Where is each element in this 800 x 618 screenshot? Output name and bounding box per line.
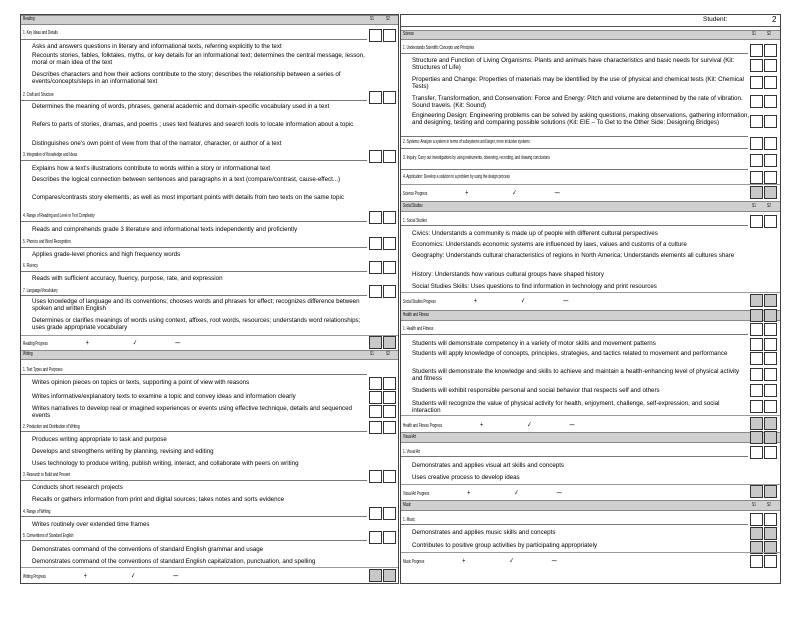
- science-sec2-s1-box[interactable]: [750, 137, 763, 150]
- science-std4-s2-box[interactable]: [764, 115, 777, 128]
- health-std1-s2-box[interactable]: [764, 338, 777, 351]
- check-marker: ✓: [509, 556, 514, 565]
- science-std: Properties and Change: Properties of materials may be identified by the use of physical and chemical tests (Kit: Chemical Tests): [412, 76, 744, 90]
- health-std: Students will demonstrate competency in a variety of motor skills and movement patterns: [412, 340, 656, 347]
- writing-progress-s1-box[interactable]: [369, 569, 382, 582]
- science-sec1-s2-box[interactable]: [764, 44, 777, 57]
- science-std2-s2-box[interactable]: [764, 76, 777, 89]
- check-marker: ✓: [527, 420, 532, 429]
- writing-sec3-title: 3. Research to Build and Present: [23, 472, 71, 478]
- social-sec-title: 1. Social Studies: [403, 218, 427, 224]
- writing-std: Demonstrates command of the conventions of standard English grammar and usage: [32, 546, 264, 553]
- science-s2-label: S2: [767, 31, 771, 37]
- visual-art-progress-label: Visual Art Progress: [403, 491, 430, 497]
- social-std: Geography: Understands cultural characteristics of regions in North America; Understands elements all cultures share: [412, 252, 735, 259]
- science-std: Engineering Design: Engineering problems can be solved by asking questions, making observations, gathering information, and designing, testing and comparing possible solutions (Kit: EIE – To Get to the Other Side: Designing Bridges): [412, 112, 750, 126]
- science-progress-s2-box[interactable]: [764, 186, 777, 199]
- reading-sec5-s2-box[interactable]: [383, 237, 396, 250]
- writing-title: Writing: [23, 351, 33, 357]
- check-marker: ✓: [512, 188, 517, 197]
- health-std3-s1-box[interactable]: [750, 368, 763, 381]
- writing-progress-label: Writing Progress: [23, 574, 46, 580]
- science-sec3-title: 3. Inquiry: Carry out investigations by using instruments, observing, recording, and drawing conclusions: [403, 155, 550, 161]
- writing-sec4-s2-box[interactable]: [383, 507, 396, 520]
- reading-std: Recounts stories, fables, folktales, myths, or key details for an informational text; determines the central message, lesson, moral or main idea of the text: [32, 52, 365, 66]
- reading-std: Asks and answers questions in literary and informational texts, referring explicitly to the text: [32, 43, 282, 50]
- writing-sec4-s1-box[interactable]: [369, 507, 382, 520]
- social-sec-s2-box[interactable]: [764, 215, 777, 228]
- writing-sec3-s1-box[interactable]: [369, 470, 382, 483]
- science-header-band: [401, 30, 780, 40]
- reading-sec6-s2-box[interactable]: [383, 261, 396, 274]
- reading-title: Reading: [23, 16, 35, 22]
- writing-std: Conducts short research projects: [32, 484, 123, 491]
- reading-sec1-s1-box[interactable]: [369, 29, 382, 42]
- reading-sec5-s1-box[interactable]: [369, 237, 382, 250]
- reading-sec1-s2-box[interactable]: [383, 29, 396, 42]
- plus-marker: +: [467, 488, 471, 497]
- science-std: Transfer, Transformation, and Conservation: Force and Energy: Pitch and volume are determined by the rate of vibration. Sound travels. (Kit: Sound): [412, 95, 743, 109]
- reading-std: Determines or clarifies meanings of words using context, affixes, root words, resources; understands word relationships; uses grade appropriate vocabulary: [32, 317, 361, 331]
- minus-marker: —: [554, 188, 560, 197]
- writing-std2-s1-box[interactable]: [369, 391, 382, 404]
- writing-sec5-s1-box[interactable]: [369, 531, 382, 544]
- science-sec3-s2-box[interactable]: [764, 154, 777, 167]
- music-s2-label: S2: [767, 502, 771, 508]
- social-std: Economics: Understands economic systems are influenced by laws, values and customs of a culture: [412, 241, 687, 248]
- social-progress-label: Social Studies Progress: [403, 299, 436, 305]
- minus-marker: —: [173, 571, 179, 580]
- reading-sec5-title: 5. Phonics and Word Recognition: [23, 239, 71, 245]
- writing-std2-s2-box[interactable]: [383, 391, 396, 404]
- health-progress-s2-box[interactable]: [764, 417, 777, 430]
- writing-std: Develops and strengthens writing by planning, revising and editing: [32, 448, 214, 455]
- writing-std1-s1-box[interactable]: [369, 377, 382, 390]
- plus-marker: +: [480, 420, 484, 429]
- reading-sec7-s1-box[interactable]: [369, 285, 382, 298]
- minus-marker: —: [551, 556, 557, 565]
- writing-progress-row: [23, 571, 178, 580]
- minus-marker: —: [563, 296, 569, 305]
- science-title: Science: [403, 31, 415, 37]
- plus-marker: +: [83, 571, 87, 580]
- writing-std: Uses technology to produce writing, publish writing, interact, and collaborate with peers on writing: [32, 460, 299, 467]
- reading-std: Distinguishes one's own point of view from that of the narrator, character, or author of a text: [32, 140, 282, 147]
- reading-std: Refers to parts of stories, dramas, and poems ; uses text features and search tools to locate information about a topic: [32, 121, 354, 128]
- health-sec-title: 1. Health and Fitness: [403, 326, 434, 332]
- music-sec-title: 1. Music: [403, 517, 415, 523]
- science-std4-s1-box[interactable]: [750, 115, 763, 128]
- visual-art-sec-s1-box[interactable]: [750, 446, 763, 459]
- writing-sec1-title: 1. Text Types and Purposes: [23, 367, 63, 373]
- plus-marker: +: [473, 296, 477, 305]
- music-std1-s2-box[interactable]: [764, 527, 777, 540]
- writing-std: Writes opinion pieces on topics or texts, supporting a point of view with reasons: [32, 379, 250, 386]
- writing-sec2-s1-box[interactable]: [369, 421, 382, 434]
- writing-sec3-s2-box[interactable]: [383, 470, 396, 483]
- social-s2-label: S2: [767, 203, 771, 209]
- science-std: Structure and Function of Living Organisms: Plants and animals have characteristics and basic needs for survival (Kit: Structures of Life): [412, 57, 735, 71]
- reading-std: Compares/contrasts story elements, as well as most important points with details from two texts on the same topic: [32, 194, 344, 201]
- social-progress-row: [403, 296, 568, 305]
- minus-marker: —: [556, 488, 562, 497]
- visual-art-progress-s2-box[interactable]: [764, 485, 777, 498]
- reading-sec6-s1-box[interactable]: [369, 261, 382, 274]
- visual-art-header-band: [401, 432, 780, 443]
- science-std1-s1-box[interactable]: [750, 59, 763, 72]
- social-s1-label: S1: [752, 203, 756, 209]
- student-label: Student:: [703, 16, 728, 23]
- health-title: Health and Fitness: [403, 312, 429, 318]
- science-sec1-s1-box[interactable]: [750, 44, 763, 57]
- visual-art-std: Uses creative process to develop ideas: [412, 474, 520, 481]
- health-std1-s1-box[interactable]: [750, 338, 763, 351]
- writing-sec5-title: 5. Conventions of Standard English: [23, 533, 74, 539]
- music-progress-label: Music Progress: [403, 559, 425, 565]
- health-std2-s2-box[interactable]: [764, 352, 777, 365]
- reading-std: Applies grade-level phonics and high frequency words: [32, 251, 181, 258]
- reading-std: Describes the logical connection between sentences and paragraphs in a text (compare/contrast, cause-effect...): [32, 176, 341, 183]
- writing-std: Demonstrates command of the conventions of standard English capitalization, punctuation, and spelling: [32, 558, 316, 565]
- science-std2-s1-box[interactable]: [750, 76, 763, 89]
- reading-sec4-s2-box[interactable]: [383, 211, 396, 224]
- reading-sec3-title: 3. Integration of Knowledge and Ideas: [23, 152, 78, 158]
- writing-sec5-s2-box[interactable]: [383, 531, 396, 544]
- science-sec2-title: 2. Systems: Analyze a system in terms of subsystems and larger, more inclusive systems: [403, 139, 530, 145]
- health-std5-s1-box[interactable]: [750, 400, 763, 413]
- health-header-s1-box: [750, 309, 763, 322]
- visual-art-title: Visual Art: [403, 434, 417, 440]
- visual-art-sec-title: 1. Visual Art: [403, 449, 421, 455]
- science-sec4-title: 4. Application: Develop a solution to a problem by using the design process: [403, 174, 510, 180]
- health-progress-s1-box[interactable]: [750, 417, 763, 430]
- reading-std: Reads and comprehends grade 3 literature and informational texts independently and proficiently: [32, 226, 298, 233]
- visual-art-progress-s1-box[interactable]: [750, 485, 763, 498]
- science-progress-s1-box[interactable]: [750, 186, 763, 199]
- music-std: Demonstrates and applies music skills and concepts: [412, 529, 556, 536]
- science-sec3-s1-box[interactable]: [750, 154, 763, 167]
- writing-std: Recalls or gathers information from print and digital sources; takes notes and sorts evidence: [32, 496, 285, 503]
- visual-art-header-s2-box: [764, 431, 777, 444]
- music-sec-s2-box[interactable]: [764, 513, 777, 526]
- reading-sec3-s2-box[interactable]: [383, 150, 396, 163]
- visual-art-sec-s2-box[interactable]: [764, 446, 777, 459]
- social-progress-s1-box[interactable]: [750, 294, 763, 307]
- plus-marker: +: [465, 188, 469, 197]
- music-progress-row: [403, 556, 557, 565]
- health-sec-s1-box[interactable]: [750, 323, 763, 336]
- music-sec-s1-box[interactable]: [750, 513, 763, 526]
- minus-marker: —: [569, 420, 575, 429]
- reading-s1-label: S1: [370, 16, 374, 22]
- reading-sec3-s1-box[interactable]: [369, 150, 382, 163]
- writing-std: Writes informative/explanatory texts to examine a topic and convey ideas and information clearly: [32, 393, 296, 400]
- health-progress-row: [403, 420, 575, 429]
- health-std2-s1-box[interactable]: [750, 352, 763, 365]
- science-std1-s2-box[interactable]: [764, 59, 777, 72]
- science-progress-row: [403, 188, 560, 197]
- social-header-band: [401, 201, 780, 212]
- writing-std1-s2-box[interactable]: [383, 377, 396, 390]
- music-std: Contributes to positive group activities by participating appropriately: [412, 542, 598, 549]
- reading-std: Explains how a text's illustrations contribute to words within a story or informational text: [32, 165, 271, 172]
- social-title: Social Studies: [403, 203, 423, 209]
- writing-s2-label: S2: [386, 351, 390, 357]
- science-sec4-s2-box[interactable]: [764, 171, 777, 184]
- health-std4-s2-box[interactable]: [764, 384, 777, 397]
- page-number: 2: [772, 15, 777, 24]
- writing-std: Produces writing appropriate to task and purpose: [32, 436, 167, 443]
- music-header-band: [401, 500, 780, 511]
- visual-art-std: Demonstrates and applies visual art skills and concepts: [412, 462, 565, 469]
- reading-std: Uses knowledge of language and its conventions; chooses words and phrases for effect; recognizes difference between spoken and written English: [32, 298, 360, 312]
- social-std: History: Understands how various cultural groups have shaped history: [412, 271, 604, 278]
- health-std: Students will demonstrate the knowledge and skills to achieve and maintain a health-enhancing level of physical activity and fitness: [412, 368, 740, 382]
- health-progress-label: Health and Fitness Progress: [403, 423, 443, 429]
- health-std: Students will exhibit responsible personal and social behavior that respects self and others: [412, 387, 660, 394]
- writing-s1-label: S1: [370, 351, 374, 357]
- reading-progress-row: [23, 338, 180, 347]
- writing-std3-s2-box[interactable]: [383, 405, 396, 418]
- science-sec1-title: 1. Understands Scientific Concepts and Principles: [403, 45, 475, 51]
- visual-art-header-s1-box: [750, 431, 763, 444]
- writing-sec2-s2-box[interactable]: [383, 421, 396, 434]
- minus-marker: —: [175, 338, 181, 347]
- check-marker: ✓: [131, 571, 136, 580]
- visual-art-progress-row: [403, 488, 562, 497]
- reading-std: Determines the meaning of words, phrases, general academic and domain-specific vocabulary used in a text: [32, 103, 330, 110]
- reading-sec2-s1-box[interactable]: [369, 91, 382, 104]
- science-progress-label: Science Progress: [403, 191, 428, 197]
- writing-progress-s2-box[interactable]: [383, 569, 396, 582]
- social-std: Social Studies Skills: Uses questions to find information in technology and print resources: [412, 283, 657, 290]
- writing-std3-s1-box[interactable]: [369, 405, 382, 418]
- reading-progress-label: Reading Progress: [23, 341, 48, 347]
- music-progress-s2-box[interactable]: [764, 555, 777, 568]
- reading-std: Reads with sufficient accuracy, fluency, purpose, rate, and expression: [32, 275, 223, 282]
- reading-sec4-title: 4. Range of Reading and Level or Text Complexity: [23, 213, 95, 219]
- reading-progress-s1-box[interactable]: [369, 336, 382, 349]
- health-std: Students will recognize the value of physical activity for health, enjoyment, challenge, self-expression, and social interaction: [412, 400, 720, 414]
- social-sec-s1-box[interactable]: [750, 215, 763, 228]
- writing-std: Writes narratives to develop real or imagined experiences or events using effective technique, details and sequenced events: [32, 405, 352, 419]
- health-std5-s2-box[interactable]: [764, 400, 777, 413]
- check-marker: ✓: [514, 488, 519, 497]
- writing-std: Writes routinely over extended time frames: [32, 521, 150, 528]
- writing-sec4-title: 4. Range of Writing: [23, 509, 51, 515]
- reading-header-band: [21, 15, 398, 25]
- music-s1-label: S1: [752, 502, 756, 508]
- health-std4-s1-box[interactable]: [750, 384, 763, 397]
- reading-sec1-title: 1. Key Ideas and Details: [23, 30, 58, 36]
- health-std3-s2-box[interactable]: [764, 368, 777, 381]
- social-progress-s2-box[interactable]: [764, 294, 777, 307]
- music-title: Music: [403, 502, 412, 508]
- health-header-s2-box: [764, 309, 777, 322]
- science-s1-label: S1: [752, 31, 756, 37]
- reading-sec4-s1-box[interactable]: [369, 211, 382, 224]
- check-marker: ✓: [521, 296, 526, 305]
- health-std: Students will apply knowledge of concepts, principles, strategies, and tactics related to movement and performance: [412, 350, 728, 357]
- science-sec4-s1-box[interactable]: [750, 171, 763, 184]
- health-sec-s2-box[interactable]: [764, 323, 777, 336]
- reading-sec7-title: 7. Language/Vocabulary: [23, 288, 58, 294]
- music-progress-s1-box[interactable]: [750, 555, 763, 568]
- reading-sec2-s2-box[interactable]: [383, 91, 396, 104]
- health-header-band: [401, 310, 780, 321]
- social-std: Civics: Understands a community is made up of people with different cultural perspectives: [412, 230, 658, 237]
- writing-sec2-title: 2. Production and Distribution of Writing: [23, 424, 80, 430]
- reading-s2-label: S2: [386, 16, 390, 22]
- reading-std: Describes characters and how their actions contribute to the story; describes the relationship between a series of events/concepts/steps in an informational text: [32, 71, 341, 85]
- science-sec2-s2-box[interactable]: [764, 137, 777, 150]
- science-std3-s2-box[interactable]: [764, 95, 777, 108]
- music-std1-s1-box[interactable]: [750, 527, 763, 540]
- science-std3-s1-box[interactable]: [750, 95, 763, 108]
- plus-marker: +: [85, 338, 89, 347]
- writing-header-band: [21, 350, 398, 360]
- reading-sec6-title: 6. Fluency: [23, 263, 38, 269]
- reading-sec7-s2-box[interactable]: [383, 285, 396, 298]
- reading-progress-s2-box[interactable]: [383, 336, 396, 349]
- plus-marker: +: [462, 556, 466, 565]
- reading-sec2-title: 2. Craft and Structure: [23, 92, 54, 98]
- check-marker: ✓: [133, 338, 138, 347]
